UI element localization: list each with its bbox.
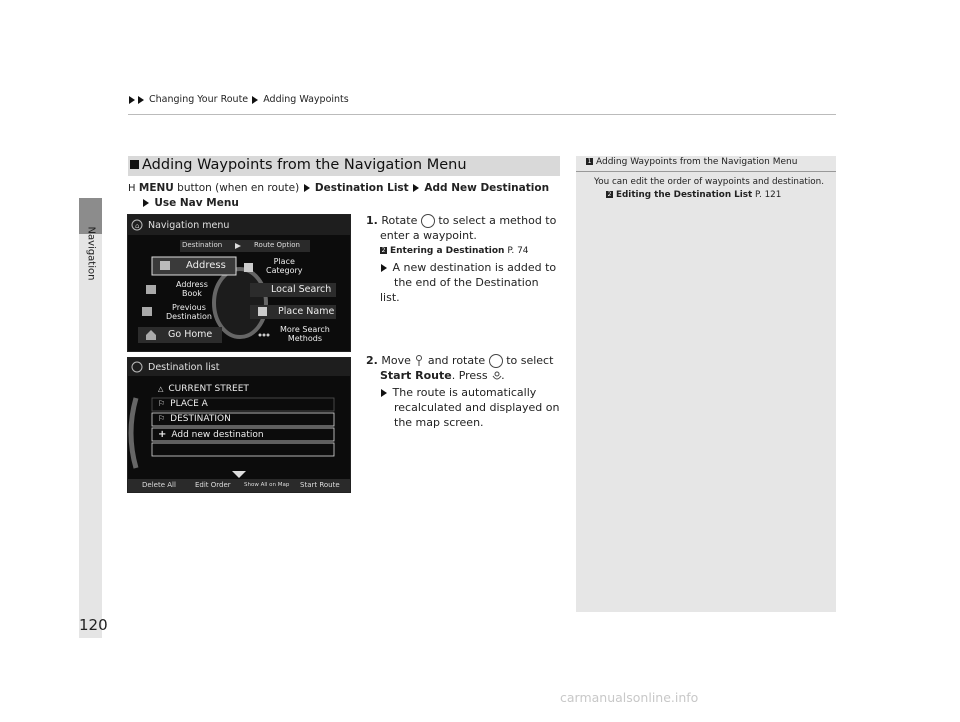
xref-title: Editing the Destination List <box>616 190 753 200</box>
go-home-button[interactable]: Go Home <box>168 329 213 340</box>
breadcrumb-part-1[interactable]: Changing Your Route <box>149 94 249 105</box>
breadcrumb-divider <box>128 114 836 115</box>
destination-list-screen <box>127 357 351 493</box>
result-arrow-icon <box>381 264 387 272</box>
show-all-on-map-button[interactable]: Show All on Map <box>244 482 290 488</box>
address-book-line2: Book <box>181 289 202 298</box>
home-icon: H <box>128 183 136 194</box>
destination-list-graphic <box>128 358 350 492</box>
step-1-result <box>380 260 560 305</box>
sidenote-text: You can edit the order of waypoints and destination. <box>594 177 825 187</box>
step-number: 2. <box>366 354 378 367</box>
sidenote-title <box>586 157 797 167</box>
step-number: 1. <box>366 214 378 227</box>
xref-entering-destination[interactable] <box>380 246 529 256</box>
press-button-icon <box>491 370 501 382</box>
page-number: 120 <box>79 616 108 634</box>
interface-dial-icon <box>421 214 435 228</box>
svg-text:⌂: ⌂ <box>135 222 140 230</box>
section-square-icon <box>130 160 139 169</box>
row-label: PLACE A <box>170 399 208 409</box>
result-text: recalculated and displayed on <box>394 401 560 414</box>
xref-page: P. 121 <box>755 190 782 200</box>
more-search-line1: More Search <box>280 325 330 334</box>
breadcrumb <box>128 94 349 105</box>
step-text: to select a method to <box>438 214 557 227</box>
location-icon: △ <box>158 385 164 393</box>
edit-order-button[interactable]: Edit Order <box>195 481 231 489</box>
list-row-add-new-destination[interactable] <box>158 429 264 440</box>
step-text: . Press <box>451 369 488 382</box>
procedure-path <box>128 181 560 211</box>
path-arrow-icon <box>143 199 149 207</box>
sidenote-panel <box>576 156 836 612</box>
step-1 <box>366 213 560 243</box>
xref-arrow-icon: 2 <box>381 247 386 254</box>
row-label: Add new destination <box>171 430 264 440</box>
menu-label: MENU <box>138 182 174 194</box>
section-title-text: Adding Waypoints from the Navigation Menu <box>142 157 467 173</box>
previous-destination-button[interactable] <box>166 303 212 321</box>
sidenote-body <box>594 176 824 202</box>
breadcrumb-arrow-icon <box>129 96 135 104</box>
step-2-result <box>380 385 560 430</box>
path-arrow-icon <box>413 184 419 192</box>
sidenote-title-text: Adding Waypoints from the Navigation Menu <box>596 157 798 167</box>
place-category-button[interactable] <box>266 257 303 275</box>
section-title <box>128 157 467 173</box>
xref-page: P. 74 <box>507 246 529 256</box>
result-text: The route is automatically <box>392 386 537 399</box>
row-label: DESTINATION <box>170 414 231 424</box>
more-search-line2: Methods <box>287 334 323 343</box>
step-text: enter a waypoint. <box>380 229 477 242</box>
step-2 <box>366 353 560 383</box>
step-text: to select <box>506 354 554 367</box>
step-text: and rotate <box>427 354 486 367</box>
step-text: . <box>501 369 505 382</box>
button-text: button (when en route) <box>177 182 300 194</box>
previous-destination-line1: Previous <box>172 303 206 312</box>
address-book-button[interactable] <box>176 280 208 298</box>
xref-arrow-icon: 2 <box>607 191 612 198</box>
list-row-place-a[interactable] <box>158 399 208 409</box>
result-arrow-icon <box>381 389 387 397</box>
interface-dial-icon <box>489 354 503 368</box>
start-route-button[interactable]: Start Route <box>300 481 340 489</box>
list-row-destination[interactable] <box>158 414 231 424</box>
result-text: the map screen. <box>394 416 484 429</box>
more-search-methods-button[interactable] <box>280 325 330 343</box>
breadcrumb-part-2[interactable]: Adding Waypoints <box>263 94 349 105</box>
destination-list-label: Destination List <box>314 182 409 194</box>
note-marker-icon: 1 <box>587 158 592 165</box>
navigation-menu-screen <box>127 214 351 352</box>
delete-all-button[interactable]: Delete All <box>142 481 176 489</box>
address-book-line1: Address <box>176 280 208 289</box>
sidenote-divider <box>576 171 836 172</box>
screen1-header: Navigation menu <box>148 220 230 231</box>
place-category-line2: Category <box>266 266 303 275</box>
row-label: CURRENT STREET <box>168 384 249 394</box>
path-arrow-icon <box>304 184 310 192</box>
flag-icon: ⚐ <box>158 414 166 423</box>
side-tab-label: Navigation <box>85 226 97 281</box>
xref-title: Entering a Destination <box>390 246 505 256</box>
place-name-button[interactable]: Place Name <box>278 306 335 317</box>
place-category-line1: Place <box>273 257 295 266</box>
move-joystick-icon <box>414 355 424 367</box>
watermark: carmanualsonline.info <box>560 690 699 705</box>
xref-editing-destination-list[interactable] <box>606 190 781 200</box>
local-search-button[interactable]: Local Search <box>271 284 332 295</box>
tab-route-option[interactable]: Route Option <box>254 241 300 249</box>
plus-icon: + <box>158 429 167 440</box>
add-new-destination-label: Add New Destination <box>424 182 550 194</box>
previous-destination-line2: Destination <box>166 312 212 321</box>
use-nav-menu-label: Use Nav Menu <box>154 197 239 209</box>
step-text: Rotate <box>381 214 418 227</box>
screen2-header: Destination list <box>148 362 220 373</box>
result-text: the end of the Destination list. <box>380 276 539 304</box>
breadcrumb-arrow-icon <box>252 96 258 104</box>
start-route-label: Start Route <box>380 369 452 382</box>
list-row-current-street[interactable] <box>158 384 249 394</box>
breadcrumb-arrow-icon <box>138 96 144 104</box>
address-button[interactable]: Address <box>186 260 226 271</box>
flag-icon: ⚐ <box>158 399 166 408</box>
step-text: Move <box>381 354 411 367</box>
tab-destination[interactable]: Destination <box>182 241 223 249</box>
result-text: A new destination is added to <box>392 261 557 274</box>
